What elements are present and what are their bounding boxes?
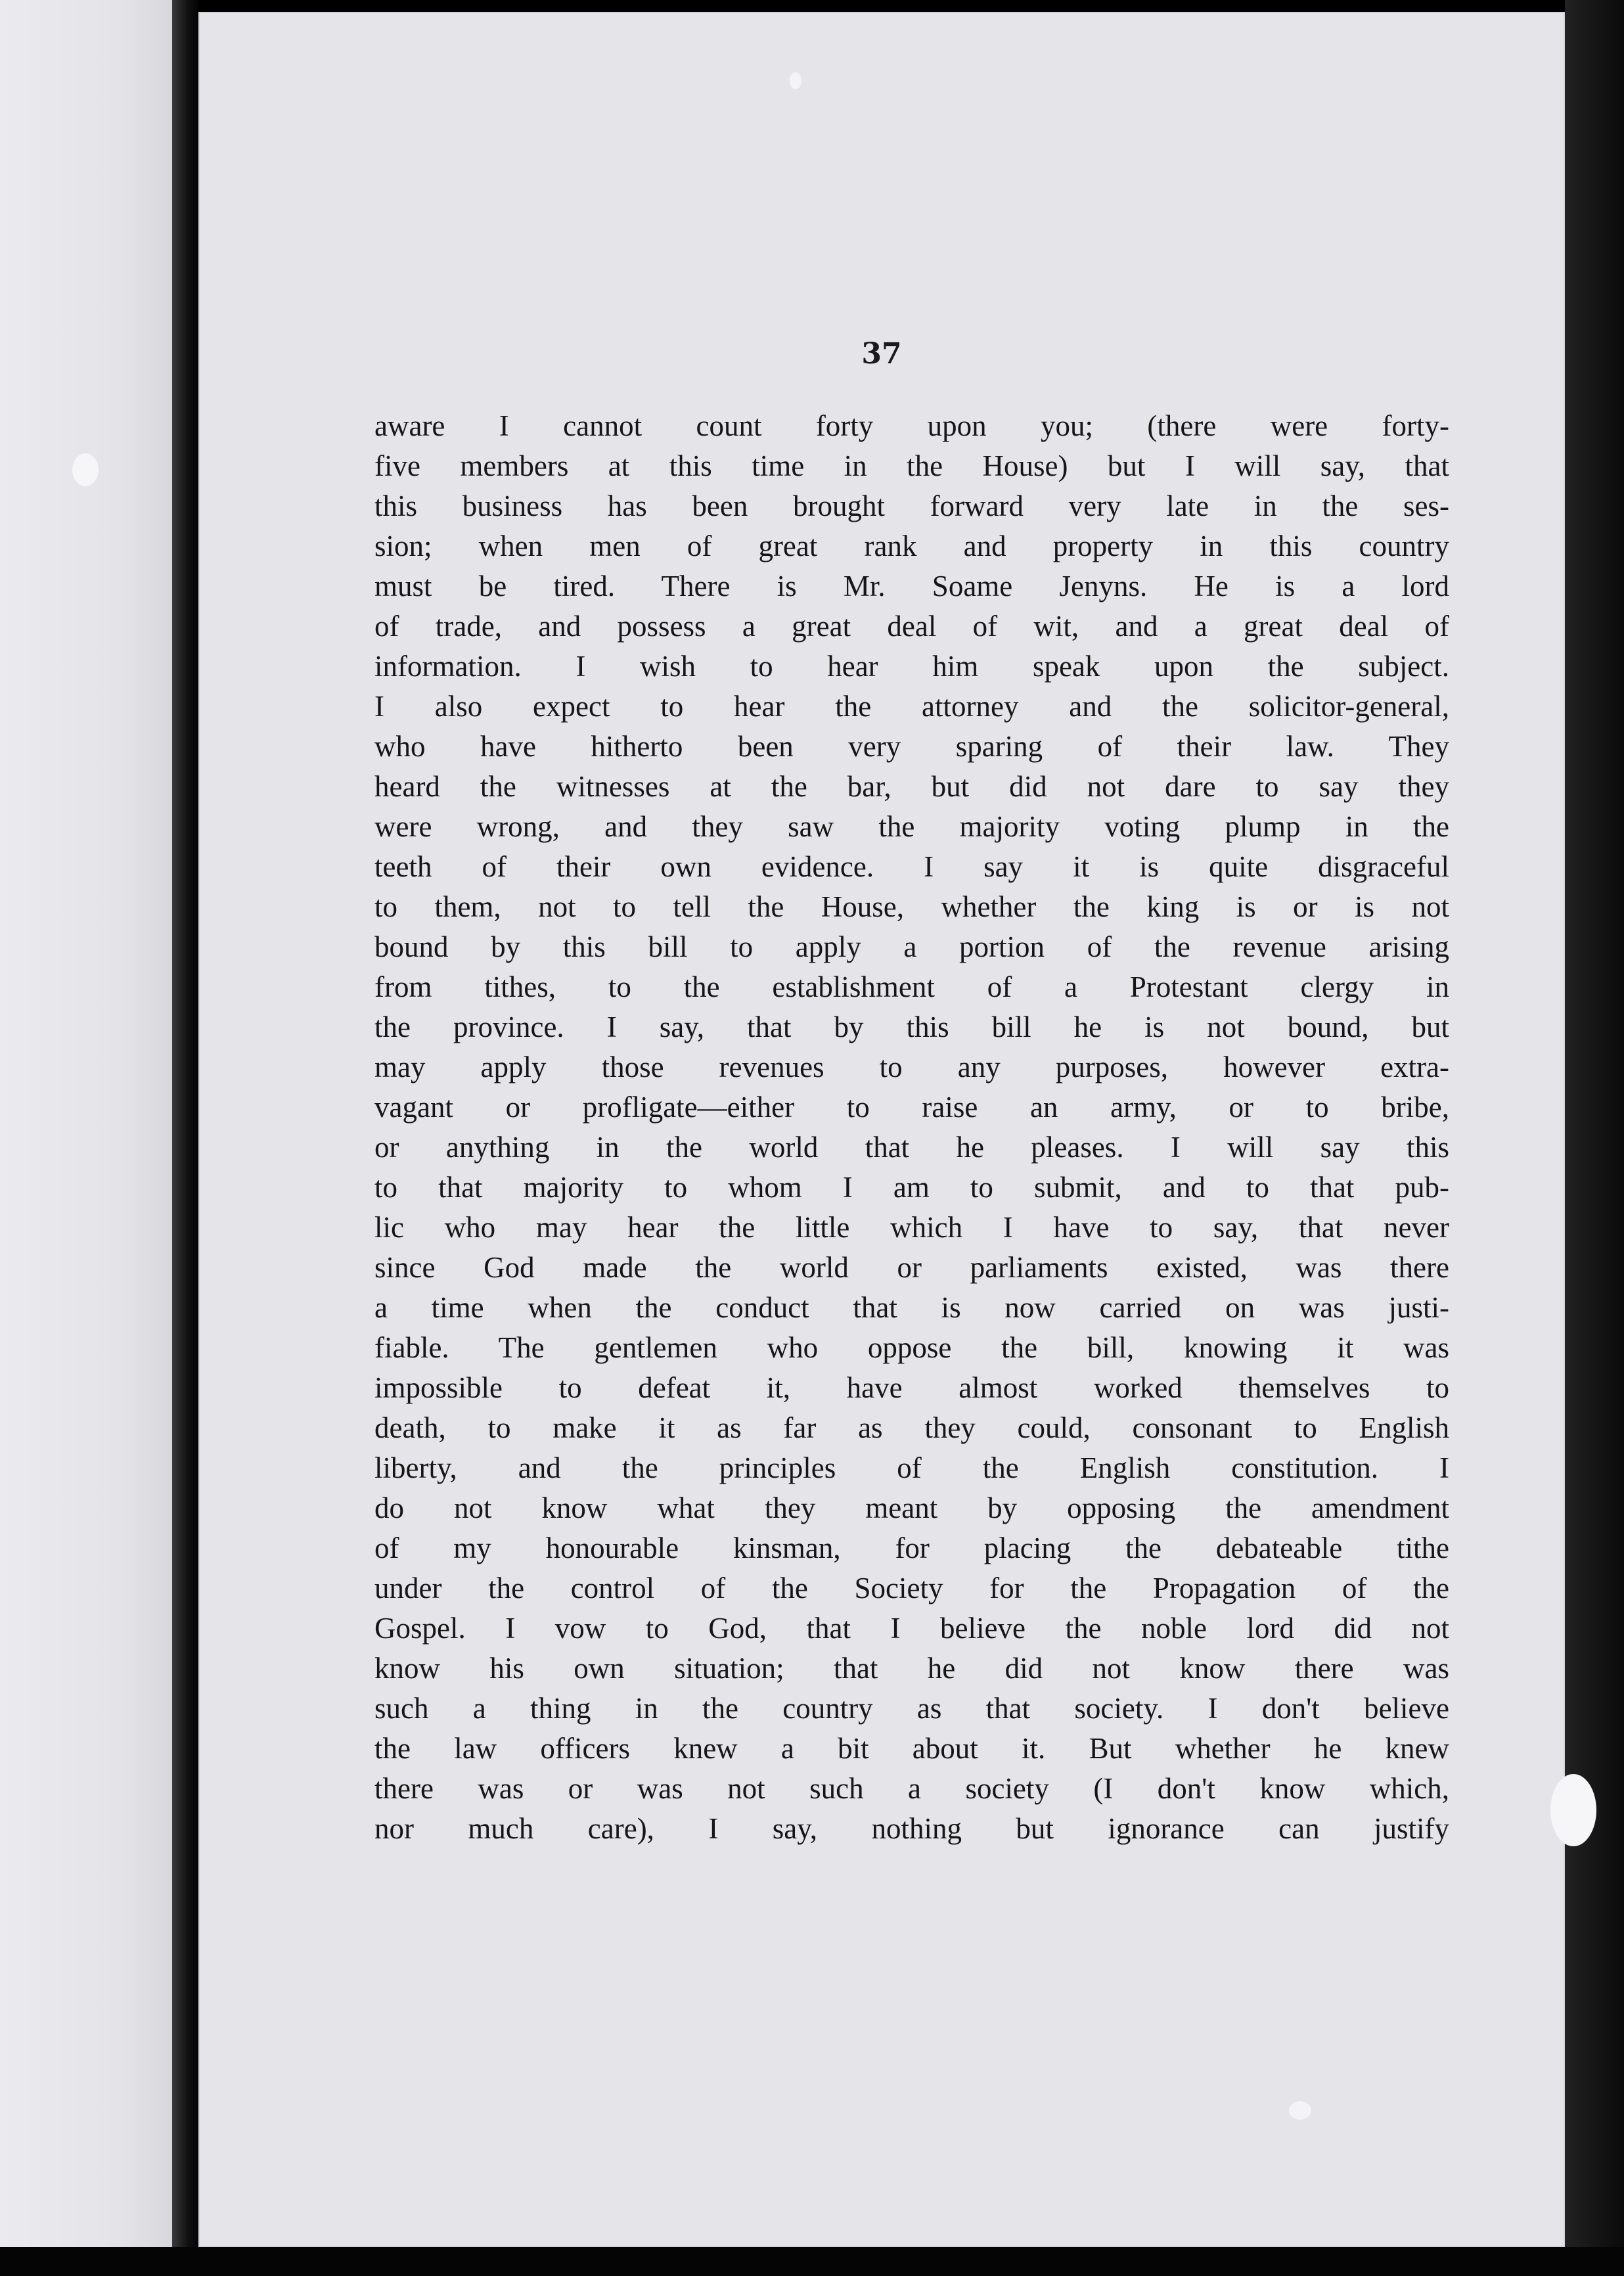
text-line: nor much care), I say, nothing but ignorance can justify xyxy=(374,1812,1449,1845)
text-line: death, to make it as far as they could, consonant to English xyxy=(374,1411,1449,1444)
scan-border-bottom xyxy=(0,2247,1624,2276)
text-line: there was or was not such a society (I don't know which, xyxy=(374,1772,1449,1805)
text-line: of trade, and possess a great deal of wit, and a great deal of xyxy=(374,610,1449,643)
text-line: the province. I say, that by this bill he is not bound, but xyxy=(374,1011,1449,1043)
text-line: I also expect to hear the attorney and the solicitor-general, xyxy=(374,690,1449,723)
text-line: information. I wish to hear him speak upon the subject. xyxy=(374,650,1449,683)
text-line: impossible to defeat it, have almost worked themselves to xyxy=(374,1371,1449,1404)
text-line: such a thing in the country as that society. I don't believe xyxy=(374,1692,1449,1725)
text-line: lic who may hear the little which I have to say, that never xyxy=(374,1211,1449,1244)
scan-speck xyxy=(1289,2101,1311,2120)
text-line: since God made the world or parliaments existed, was there xyxy=(374,1251,1449,1284)
text-line: who have hitherto been very sparing of their law. They xyxy=(374,730,1449,763)
text-line: fiable. The gentlemen who oppose the bill, knowing it was xyxy=(374,1331,1449,1364)
text-line: know his own situation; that he did not know there was xyxy=(374,1652,1449,1685)
text-line: must be tired. There is Mr. Soame Jenyns. He is a lord xyxy=(374,570,1449,603)
text-line: this business has been brought forward very late in the ses- xyxy=(374,489,1449,522)
text-line: Gospel. I vow to God, that I believe the noble lord did not xyxy=(374,1612,1449,1645)
text-line: do not know what they meant by opposing the amendment xyxy=(374,1491,1449,1524)
page-number: 37 xyxy=(861,337,902,371)
scan-speck xyxy=(1550,1774,1596,1846)
text-line: bound by this bill to apply a portion of the revenue arising xyxy=(374,930,1449,963)
text-line: of my honourable kinsman, for placing the debateable tithe xyxy=(374,1532,1449,1564)
text-line: heard the witnesses at the bar, but did not dare to say they xyxy=(374,770,1449,803)
text-line: to them, not to tell the House, whether the king is or is not xyxy=(374,890,1449,923)
facing-page xyxy=(0,0,172,2247)
text-line: under the control of the Society for the Propagation of the xyxy=(374,1572,1449,1605)
text-line: five members at this time in the House) but I will say, that xyxy=(374,449,1449,482)
text-line: to that majority to whom I am to submit, and to that pub- xyxy=(374,1171,1449,1204)
text-line: were wrong, and they saw the majority voting plump in the xyxy=(374,810,1449,843)
text-line: vagant or profligate—either to raise an army, or to bribe, xyxy=(374,1091,1449,1124)
scan-speck xyxy=(790,72,801,89)
body-text xyxy=(374,406,1449,1849)
text-line: teeth of their own evidence. I say it is quite disgraceful xyxy=(374,850,1449,883)
text-line: the law officers knew a bit about it. But whether he knew xyxy=(374,1732,1449,1765)
text-line: from tithes, to the establishment of a Protestant clergy in xyxy=(374,970,1449,1003)
book-gutter xyxy=(172,0,198,2276)
scan-speck xyxy=(72,453,99,486)
scan-border-right xyxy=(1565,0,1624,2276)
text-line: liberty, and the principles of the English constitution. I xyxy=(374,1451,1449,1484)
text-line: a time when the conduct that is now carried on was justi- xyxy=(374,1291,1449,1324)
text-line: sion; when men of great rank and property in this country xyxy=(374,530,1449,562)
book-page xyxy=(198,12,1565,2247)
text-line: aware I cannot count forty upon you; (there were forty- xyxy=(374,409,1449,442)
text-line: may apply those revenues to any purposes, however extra- xyxy=(374,1051,1449,1083)
text-line: or anything in the world that he pleases. I will say this xyxy=(374,1131,1449,1164)
